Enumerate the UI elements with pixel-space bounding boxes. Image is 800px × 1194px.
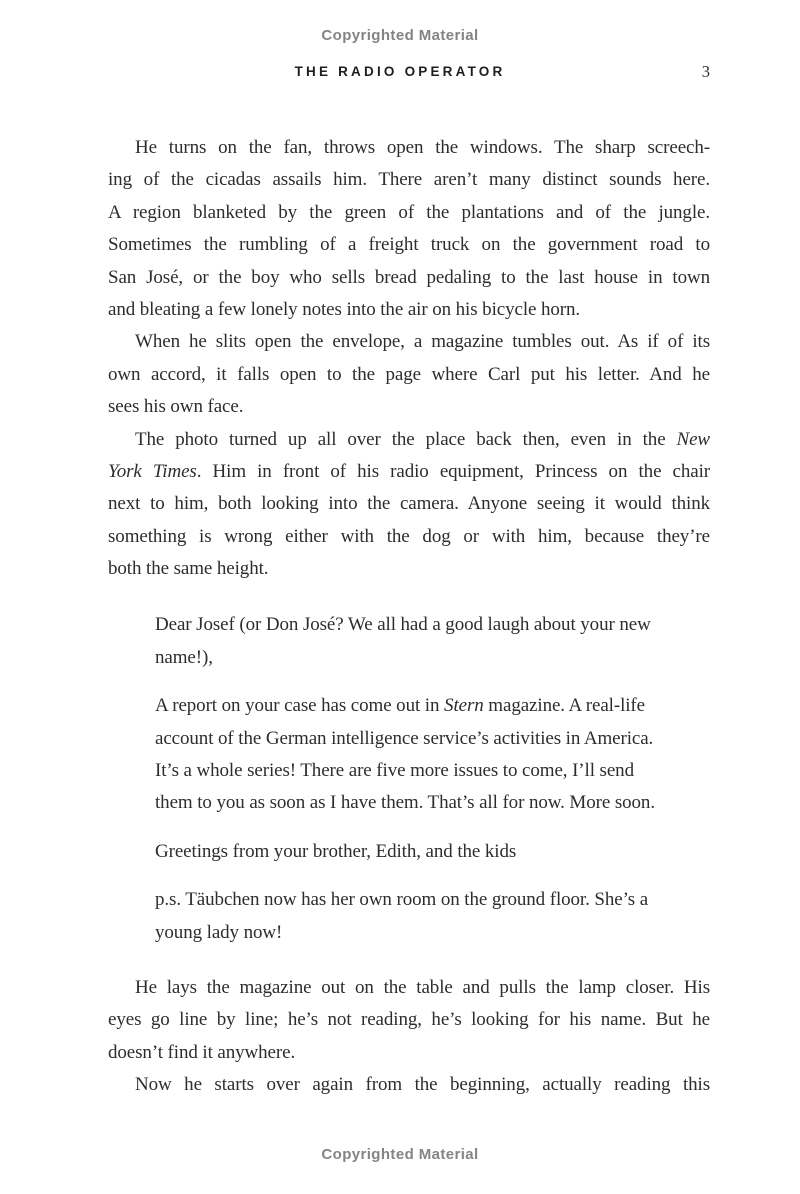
text-line — [108, 197, 710, 229]
running-head-title: THE RADIO OPERATOR — [294, 64, 506, 79]
text-line — [108, 229, 710, 261]
text-segment: Greetings from your brother, Edith, and the kids — [155, 840, 517, 862]
narrative-block-1 — [108, 132, 710, 585]
text-segment: name!), — [155, 646, 213, 668]
text-line — [108, 359, 710, 391]
text-segment: A region blanketed by the green of the plantations and of the jungle. — [108, 201, 710, 223]
paragraph — [108, 326, 710, 423]
text-line — [155, 755, 710, 787]
text-line — [108, 1004, 710, 1036]
text-line — [108, 972, 710, 1004]
narrative-block-2 — [108, 972, 710, 1102]
paragraph — [155, 609, 710, 674]
paragraph — [155, 690, 710, 820]
text-segment: own accord, it falls open to the page where Carl put his letter. And he — [108, 363, 710, 385]
text-segment: Dear Josef (or Don José? We all had a good laugh about your new — [155, 614, 651, 636]
text-segment: something is wrong either with the dog or with him, because they’re — [108, 525, 710, 547]
text-line — [155, 917, 710, 949]
text-line — [155, 690, 710, 722]
text-line — [108, 294, 710, 326]
text-segment: eyes go line by line; he’s not reading, he’s looking for his name. But he — [108, 1009, 710, 1031]
text-segment: ing of the cicadas assails him. There aren’t many distinct sounds here. — [108, 169, 710, 191]
text-segment: San José, or the boy who sells bread pedaling to the last house in town — [108, 266, 710, 288]
text-line — [108, 553, 710, 585]
text-line — [108, 262, 710, 294]
paragraph — [108, 424, 710, 586]
text-line — [108, 456, 710, 488]
text-line — [108, 1037, 710, 1069]
italic-text: New — [676, 428, 710, 450]
text-segment: them to you as soon as I have them. That’s all for now. More soon. — [155, 792, 655, 814]
text-segment: Now he starts over again from the beginning, actually reading this — [135, 1074, 710, 1096]
body-text — [108, 132, 710, 1102]
text-segment: When he slits open the envelope, a magazine tumbles out. As if of its — [135, 331, 710, 353]
italic-text: Stern — [444, 695, 484, 717]
text-line — [155, 609, 710, 641]
page-number: 3 — [701, 62, 710, 81]
text-segment: doesn’t find it anywhere. — [108, 1041, 296, 1063]
text-segment: It’s a whole series! There are five more issues to come, I’ll send — [155, 760, 634, 782]
text-line — [155, 787, 710, 819]
text-line — [108, 488, 710, 520]
text-segment: He turns on the fan, throws open the windows. The sharp screech- — [135, 137, 710, 158]
text-segment: and bleating a few lonely notes into the air on his bicycle horn. — [108, 298, 581, 320]
text-line — [108, 391, 710, 423]
letter-block — [155, 609, 710, 949]
text-line — [155, 836, 710, 868]
text-segment: Sometimes the rumbling of a freight truck on the government road to — [108, 234, 710, 256]
text-line — [108, 1069, 710, 1101]
text-segment: magazine. A real-life — [483, 695, 645, 717]
text-segment: sees his own face. — [108, 396, 244, 418]
text-segment: p.s. Täubchen now has her own room on the ground floor. She’s a — [155, 889, 649, 911]
paragraph — [108, 972, 710, 1069]
paragraph — [155, 836, 710, 868]
text-line — [155, 884, 710, 916]
text-line — [108, 521, 710, 553]
text-line — [108, 132, 710, 164]
paragraph — [155, 884, 710, 949]
text-line — [108, 424, 710, 456]
text-line — [155, 723, 710, 755]
text-segment: . Him in front of his radio equipment, Princess on the chair — [196, 460, 710, 482]
text-line — [155, 642, 710, 674]
text-segment: young lady now! — [155, 921, 283, 943]
text-segment: He lays the magazine out on the table and pulls the lamp closer. His — [135, 976, 710, 998]
copyright-notice-bottom: Copyrighted Material — [321, 1146, 479, 1163]
text-line — [108, 164, 710, 196]
text-segment: A report on your case has come out in — [155, 695, 445, 717]
text-segment: both the same height. — [108, 558, 269, 580]
text-segment: account of the German intelligence service’s activities in America. — [155, 727, 654, 749]
text-segment: The photo turned up all over the place back then, even in the — [135, 428, 677, 450]
text-line — [108, 326, 710, 358]
copyright-notice-top: Copyrighted Material — [321, 27, 479, 44]
paragraph — [108, 132, 710, 326]
italic-text: York Times — [108, 460, 197, 482]
paragraph — [108, 1069, 710, 1101]
text-segment: next to him, both looking into the camera. Anyone seeing it would think — [108, 493, 710, 515]
